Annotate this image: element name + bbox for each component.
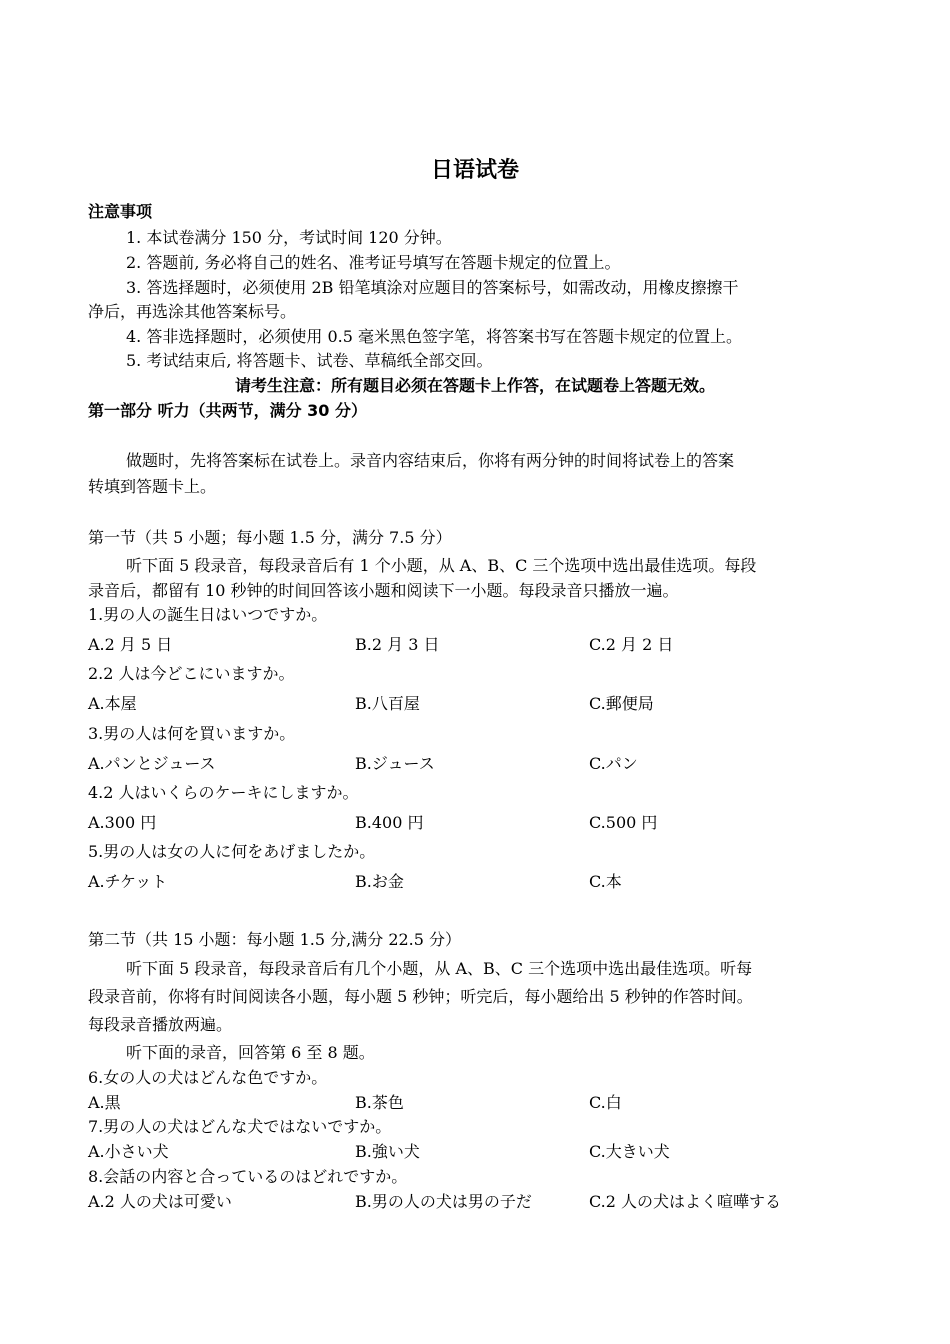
question-6-option-a: A.黒 <box>88 1093 121 1112</box>
question-5-option-c: C.本 <box>589 872 622 891</box>
question-3: 3.男の人は何を買いますか。 <box>88 724 296 743</box>
part1-intro-1: 做题时，先将答案标在试卷上。录音内容结束后，你将有两分钟的时间将试卷上的答案 <box>126 451 735 470</box>
question-1-option-a: A.2 月 5 日 <box>88 635 173 654</box>
notice-warning: 请考生注意：所有题目必须在答题卡上作答，在试题卷上答题无效。 <box>234 376 715 395</box>
question-2-option-a: A.本屋 <box>88 694 137 713</box>
section2-intro-1: 听下面 5 段录音，每段录音后有几个小题，从 A、B、C 三个选项中选出最佳选项。听每 <box>126 959 753 978</box>
part1-intro-2: 转填到答题卡上。 <box>88 477 217 496</box>
question-7-option-b: B.強い犬 <box>355 1142 420 1161</box>
question-6-option-b: B.茶色 <box>355 1093 404 1112</box>
question-2-option-c: C.郵便局 <box>589 694 654 713</box>
question-6-option-c: C.白 <box>589 1093 622 1112</box>
question-7-option-c: C.大きい犬 <box>589 1142 670 1161</box>
notice-item-4: 4. 答非选择题时，必须使用 0.5 毫米黑色签字笔，将答案书写在答题卡规定的位置上。 <box>126 327 742 346</box>
section1-intro-2: 录音后，都留有 10 秒钟的时间回答该小题和阅读下一小题。每段录音只播放一遍。 <box>88 581 679 600</box>
section2-intro-3: 每段录音播放两遍。 <box>88 1015 233 1034</box>
section1-heading: 第一节（共 5 小题；每小题 1.5 分，满分 7.5 分） <box>88 528 452 547</box>
question-1: 1.男の人の誕生日はいつですか。 <box>88 605 328 624</box>
section2-intro-2: 段录音前，你将有时间阅读各小题，每小题 5 秒钟；听完后，每小题给出 5 秒钟的作答时间。 <box>88 987 753 1006</box>
question-3-option-a: A.パンとジュース <box>88 754 216 773</box>
question-7: 7.男の人の犬はどんな犬ではないですか。 <box>88 1117 392 1136</box>
question-2-option-b: B.八百屋 <box>355 694 420 713</box>
notice-item-1: 1. 本试卷满分 150 分，考试时间 120 分钟。 <box>126 228 452 247</box>
question-6: 6.女の人の犬はどんな色ですか。 <box>88 1068 328 1087</box>
notice-item-3: 3. 答选择题时，必须使用 2B 铅笔填涂对应题目的答案标号，如需改动，用橡皮擦擦干 <box>126 278 739 297</box>
question-3-option-b: B.ジュース <box>355 754 435 773</box>
question-5: 5.男の人は女の人に何をあげましたか。 <box>88 842 376 861</box>
question-8-option-c: C.2 人の犬はよく喧嘩する <box>589 1192 782 1211</box>
notice-heading: 注意事项 <box>88 202 153 221</box>
question-3-option-c: C.パン <box>589 754 638 773</box>
question-4-option-b: B.400 円 <box>355 813 424 832</box>
question-4: 4.2 人はいくらのケーキにしますか。 <box>88 783 359 802</box>
question-1-option-c: C.2 月 2 日 <box>589 635 674 654</box>
notice-item-2: 2. 答题前, 务必将自己的姓名、准考证号填写在答题卡规定的位置上。 <box>126 253 621 272</box>
question-8: 8.会話の内容と合っているのはどれですか。 <box>88 1167 408 1186</box>
section2-heading: 第二节（共 15 小题：每小题 1.5 分,满分 22.5 分） <box>88 930 462 949</box>
question-8-option-b: B.男の人の犬は男の子だ <box>355 1192 532 1211</box>
part1-heading: 第一部分 听力（共两节，满分 30 分） <box>88 401 367 420</box>
question-1-option-b: B.2 月 3 日 <box>355 635 440 654</box>
notice-item-5: 5. 考试结束后, 将答题卡、试卷、草稿纸全部交回。 <box>126 351 493 370</box>
question-7-option-a: A.小さい犬 <box>88 1142 169 1161</box>
question-5-option-b: B.お金 <box>355 872 404 891</box>
question-2: 2.2 人は今どこにいますか。 <box>88 664 295 683</box>
section2-sub-intro: 听下面的录音，回答第 6 至 8 题。 <box>126 1043 375 1062</box>
section1-intro-1: 听下面 5 段录音，每段录音后有 1 个小题，从 A、B、C 三个选项中选出最佳选项。每段 <box>126 556 757 575</box>
notice-item-3-cont: 净后，再选涂其他答案标号。 <box>88 302 297 321</box>
question-4-option-c: C.500 円 <box>589 813 658 832</box>
page-title: 日语试卷 <box>430 158 519 183</box>
question-5-option-a: A.チケット <box>88 872 168 891</box>
question-8-option-a: A.2 人の犬は可愛い <box>88 1192 232 1211</box>
question-4-option-a: A.300 円 <box>88 813 157 832</box>
